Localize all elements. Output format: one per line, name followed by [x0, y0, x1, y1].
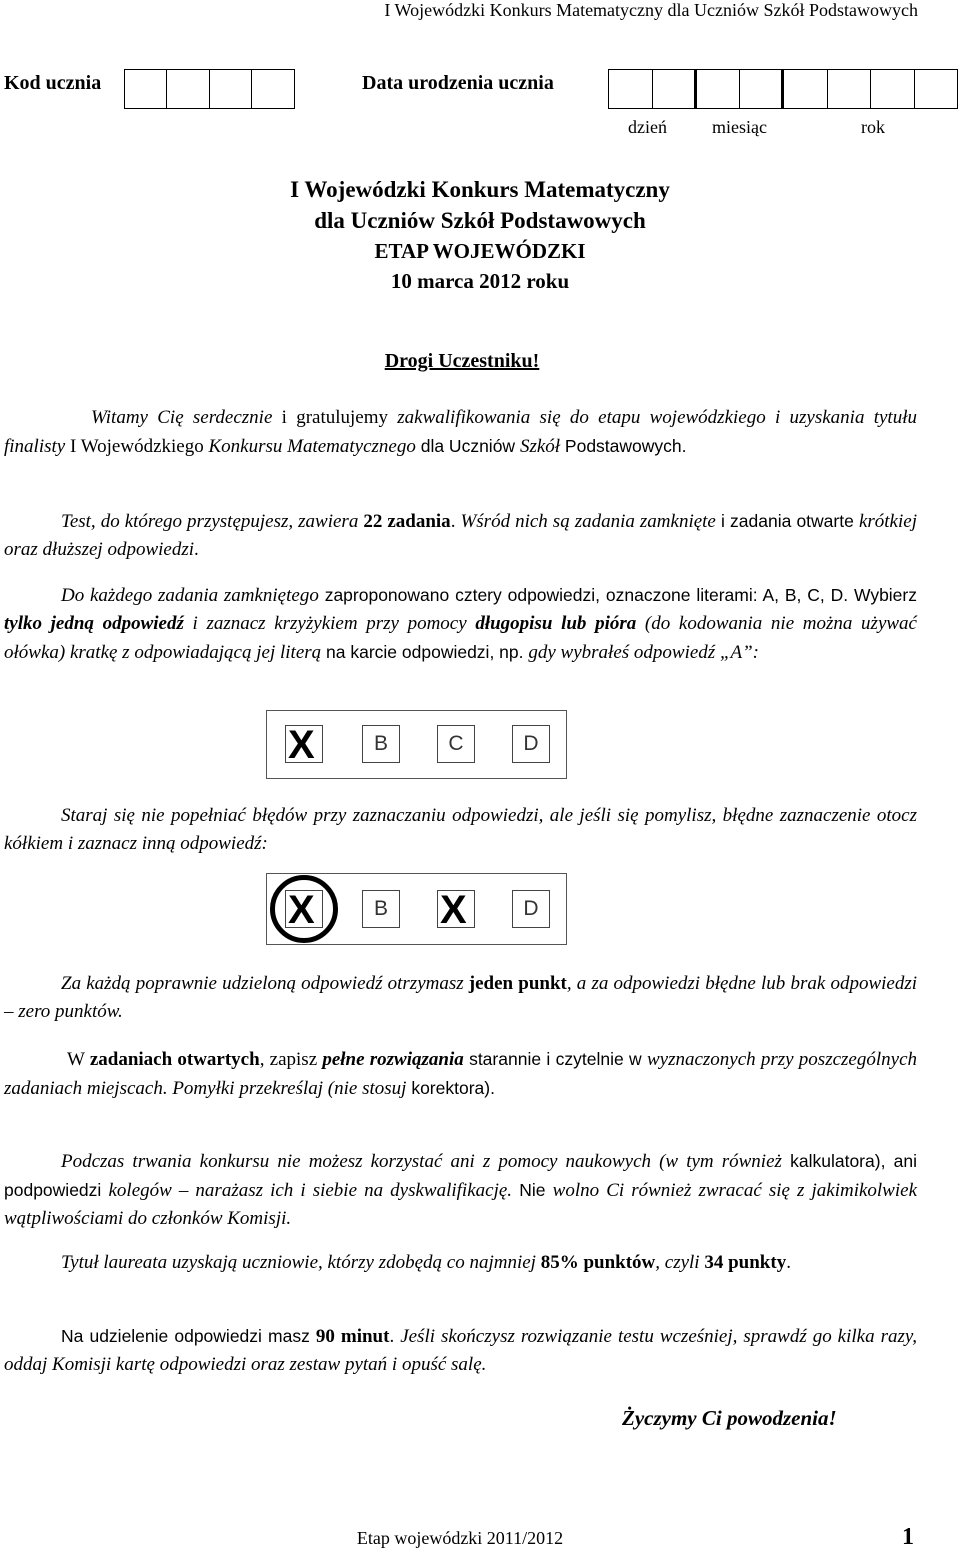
paragraph-instructions: Do każdego zadania zamkniętego zaproponowano cztery odpowiedzi, oznaczone literami: A, B, C, D. Wybierz tylko jedną odpowiedź i zaznacz krzyżykiem przy pomocy długopisu lub pióra (do kodowania nie można używać ołówka) kratkę z odpowiadającą jej literą na karcie odpowiedzi, np. gdy wybrałeś odpowiedź „A”: — [4, 585, 917, 663]
footer-stage: Etap wojewódzki 2011/2012 — [356, 1528, 564, 1548]
student-code-boxes[interactable] — [124, 69, 295, 109]
cross-mark: X — [288, 888, 315, 932]
cross-mark: X — [288, 723, 315, 767]
paragraph-rules: Podczas trwania konkursu nie możesz korzystać ani z pomocy naukowych (w tym również kalkulatora), ani podpowiedzi kolegów – narażasz ich i siebie na dyskwalifikację. Nie wolno Ci również zwracać się z jakimikolwiek wątpliwościami do członków Komisji. — [4, 1151, 917, 1229]
paragraph-test-info: Test, do którego przystępujesz, zawiera 22 zadania. Wśród nich są zadania zamknięte i zadania otwarte krótkiej oraz dłuższej odpowiedzi. — [4, 511, 917, 560]
option-c-box: C — [437, 725, 475, 763]
cross-mark: X — [440, 888, 467, 932]
birth-date-boxes[interactable] — [608, 69, 958, 109]
closing-wish: Życzymy Ci powodzenia! — [622, 1406, 837, 1430]
option-d-box: D — [512, 890, 550, 928]
caption-day: dzień — [628, 117, 667, 137]
paragraph-welcome: Witamy Cię serdecznie i gratulujemy zakwalifikowania się do etapu wojewódzkiego i uzyskania tytułu finalisty I Wojewódzkiego Konkursu Matematycznego dla Uczniów Szkół Podstawowych. — [4, 407, 917, 457]
paragraph-scoring: Za każdą poprawnie udzieloną odpowiedź otrzymasz jeden punkt, a za odpowiedzi błędne lub brak odpowiedzi – zero punktów. — [4, 973, 918, 1022]
birth-date-label: Data urodzenia ucznia — [362, 72, 554, 94]
title-line-1: I Wojewódzki Konkurs Matematyczny — [290, 177, 670, 202]
page-number: 1 — [902, 1524, 914, 1550]
running-header: I Wojewódzki Konkurs Matematyczny dla Uczniów Szkół Podstawowych — [384, 0, 918, 20]
paragraph-time: Na udzielenie odpowiedzi masz 90 minut. Jeśli skończysz rozwiązanie testu wcześniej, sprawdź go kilka razy, oddaj Komisji kartę odpowiedzi oraz zestaw pytań i opuść salę. — [4, 1326, 917, 1375]
paragraph-laureate: Tytuł laureata uzyskają uczniowie, którzy zdobędą co najmniej 85% punktów, czyli 34 punkty. — [61, 1252, 791, 1273]
caption-year: rok — [861, 117, 885, 137]
option-d-box: D — [512, 725, 550, 763]
title-line-4: 10 marca 2012 roku — [390, 269, 570, 293]
paragraph-open-tasks: W zadaniach otwartych, zapisz pełne rozwiązania starannie i czytelnie w wyznaczonych przy poszczególnych zadaniach miejscach. Pomyłki przekreślaj (nie stosuj korektora). — [4, 1049, 917, 1099]
example-correction-box — [266, 873, 567, 945]
student-code-label: Kod ucznia — [4, 72, 102, 94]
greeting: Drogi Uczestniku! — [384, 350, 540, 372]
paragraph-correction: Staraj się nie popełniać błędów przy zaznaczaniu odpowiedzi, ale jeśli się pomylisz, błędne zaznaczenie otocz kółkiem i zaznacz inną odpowiedź: — [4, 805, 917, 854]
title-line-2: dla Uczniów Szkół Podstawowych — [314, 208, 646, 233]
example-answer-box — [266, 710, 567, 779]
option-b-box: B — [362, 890, 400, 928]
title-line-3: ETAP WOJEWÓDZKI — [374, 239, 586, 263]
option-b-box: B — [362, 725, 400, 763]
caption-month: miesiąc — [712, 117, 767, 137]
